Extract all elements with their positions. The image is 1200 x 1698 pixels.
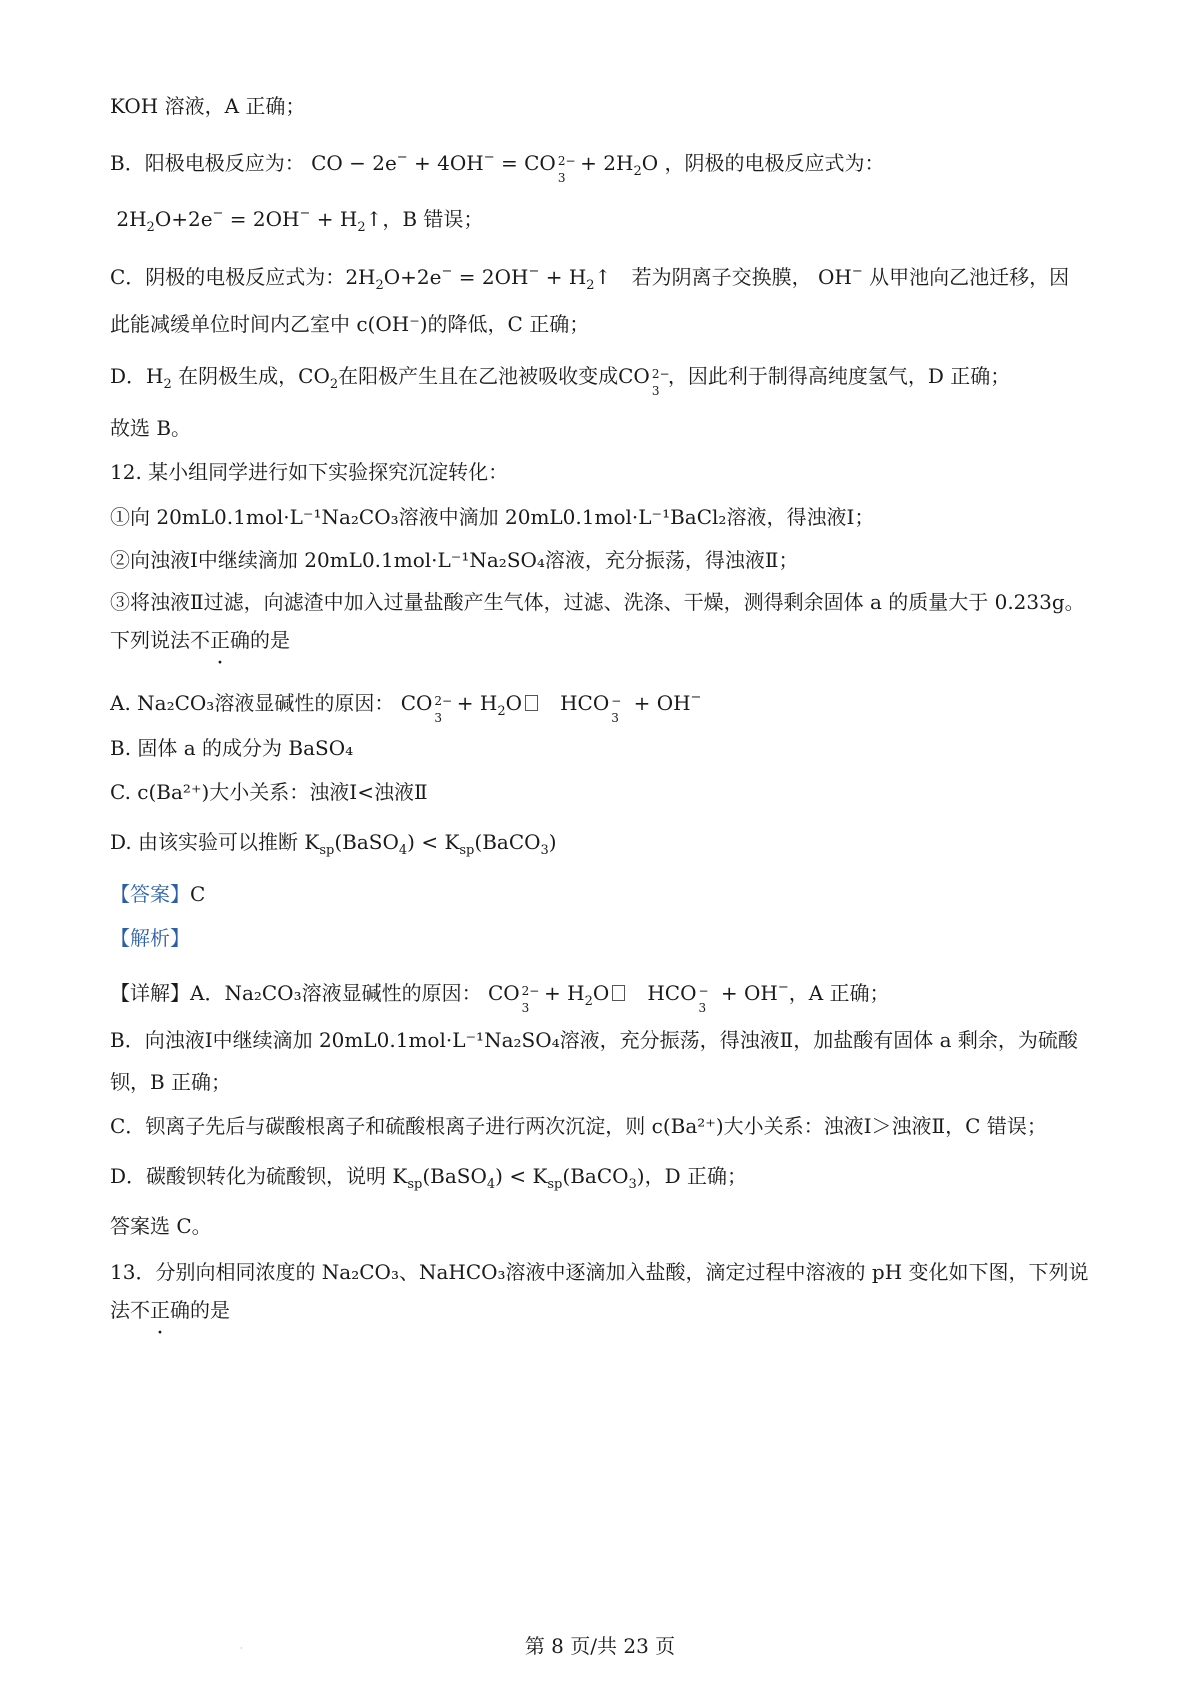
- question-step: ①向 20mL0.1mol·L⁻¹Na₂CO₃溶液中滴加 20mL0.1mol·L⁻¹BaCl₂溶液，得浊液Ⅰ；: [110, 505, 875, 529]
- equation: $2H_2O+2e^- = 2OH^-$ + $H_2↑$: [345, 264, 612, 293]
- question-step: ②向浊液Ⅰ中继续滴加 20mL0.1mol·L⁻¹Na₂SO₄溶液，充分振荡，得浊液Ⅱ；: [110, 548, 799, 572]
- text-line: $2H_2O+2e^- = 2OH^-$ + $H_2↑$，B 错误；: [110, 206, 484, 235]
- text-line: KOH 溶液，A 正确；: [110, 94, 306, 118]
- text-line: D．$H_2$ 在阴极生成，$CO_2$在阳极产生且在乙池被吸收变成CO 2− 3 ，因此利于制得高纯度氢气，D 正确；: [110, 364, 1011, 398]
- emphasis-dotted: 不正确: [190, 628, 250, 652]
- equation: CO − 2e− + 4OH− = CO 2− 3 + $2H_2O$: [311, 150, 659, 185]
- question-stem: 12. 某小组同学进行如下实验探究沉淀转化：: [110, 460, 509, 484]
- text-line: C．阴极的电极反应式为：$2H_2O+2e^- = 2OH^-$ + $H_2↑$ 若为阴离子交换膜， OH− 从甲池向乙池迁移，因: [110, 264, 1070, 293]
- answer: 【答案】C: [110, 882, 206, 906]
- analysis-heading: 【解析】: [110, 926, 190, 950]
- equation: $K_{sp}(BaSO_4)$ < $K_{sp}(BaCO_3)$: [304, 830, 557, 858]
- scan-mark: ·: [240, 1644, 243, 1653]
- equation: CO 2− 3 + $H_2O$ HCO − 3 + OH−: [487, 980, 789, 1015]
- option-b: B. 固体 a 的成分为 BaSO₄: [110, 736, 354, 760]
- equation: $H_2$: [146, 364, 172, 392]
- page-footer: 第 8 页/共 23 页: [524, 1634, 676, 1658]
- equation: $K_{sp}(BaSO_4)$ < $K_{sp}(BaCO_3)$: [392, 1164, 645, 1192]
- equilibrium-placeholder-icon: [612, 985, 625, 1001]
- question-ask: 下列说法不正确的是: [110, 628, 290, 652]
- option-d: D. 由该实验可以推断 $K_{sp}(BaSO_4)$ < $K_{sp}(BaCO_3)$: [110, 830, 557, 858]
- final-answer: 答案选 C。: [110, 1214, 212, 1238]
- detail-a: 【详解】A．Na₂CO₃溶液显碱性的原因： CO 2− 3 + $H_2O$ HCO − 3 + OH−，A 正确；: [110, 980, 890, 1015]
- equation: CO 2− 3 + $H_2O$ HCO − 3 + OH−: [400, 690, 702, 725]
- question-ask: 法不正确的是: [110, 1298, 230, 1322]
- equation: CO 2− 3: [618, 364, 670, 398]
- equation: OH−: [818, 264, 863, 289]
- equation: $2H_2O+2e^- = 2OH^-$ + $H_2↑$: [110, 206, 383, 235]
- emphasis-dotted: 不正确: [130, 1298, 190, 1322]
- option-a: A. Na₂CO₃溶液显碱性的原因： CO 2− 3 + $H_2O$ HCO − 3 + OH−: [110, 690, 702, 725]
- detail-d: D．碳酸钡转化为硫酸钡，说明 $K_{sp}(BaSO_4)$ < $K_{sp}(BaCO_3)$，D 正确；: [110, 1164, 748, 1192]
- text-line: 此能减缓单位时间内乙室中 c(OH⁻)的降低，C 正确；: [110, 312, 590, 336]
- detail-b: 钡，B 正确；: [110, 1070, 232, 1094]
- detail-c: C．钡离子先后与碳酸根离子和硫酸根离子进行两次沉淀，则 c(Ba²⁺)大小关系：浊液Ⅰ＞浊液Ⅱ，C 错误；: [110, 1114, 1047, 1138]
- text-line: 故选 B。: [110, 416, 192, 440]
- option-c: C. c(Ba²⁺)大小关系：浊液Ⅰ<浊液Ⅱ: [110, 780, 428, 804]
- question-stem: 13．分别向相同浓度的 Na₂CO₃、NaHCO₃溶液中逐滴加入盐酸，滴定过程中溶液的 pH 变化如下图，下列说: [110, 1260, 1089, 1284]
- text-line: B．阳极电极反应为： CO − 2e− + 4OH− = CO 2− 3 + $2H_2O$ ，阴极的电极反应式为：: [110, 150, 885, 185]
- equation: $CO_2$: [298, 364, 339, 392]
- detail-b: B．向浊液Ⅰ中继续滴加 20mL0.1mol·L⁻¹Na₂SO₄溶液，充分振荡，得浊液Ⅱ，加盐酸有固体 a 剩余，为硫酸: [110, 1028, 1078, 1052]
- question-step: ③将浊液Ⅱ过滤，向滤渣中加入过量盐酸产生气体，过滤、洗涤、干燥，测得剩余固体 a 的质量大于 0.233g。: [110, 590, 1085, 614]
- equilibrium-placeholder-icon: [525, 695, 538, 711]
